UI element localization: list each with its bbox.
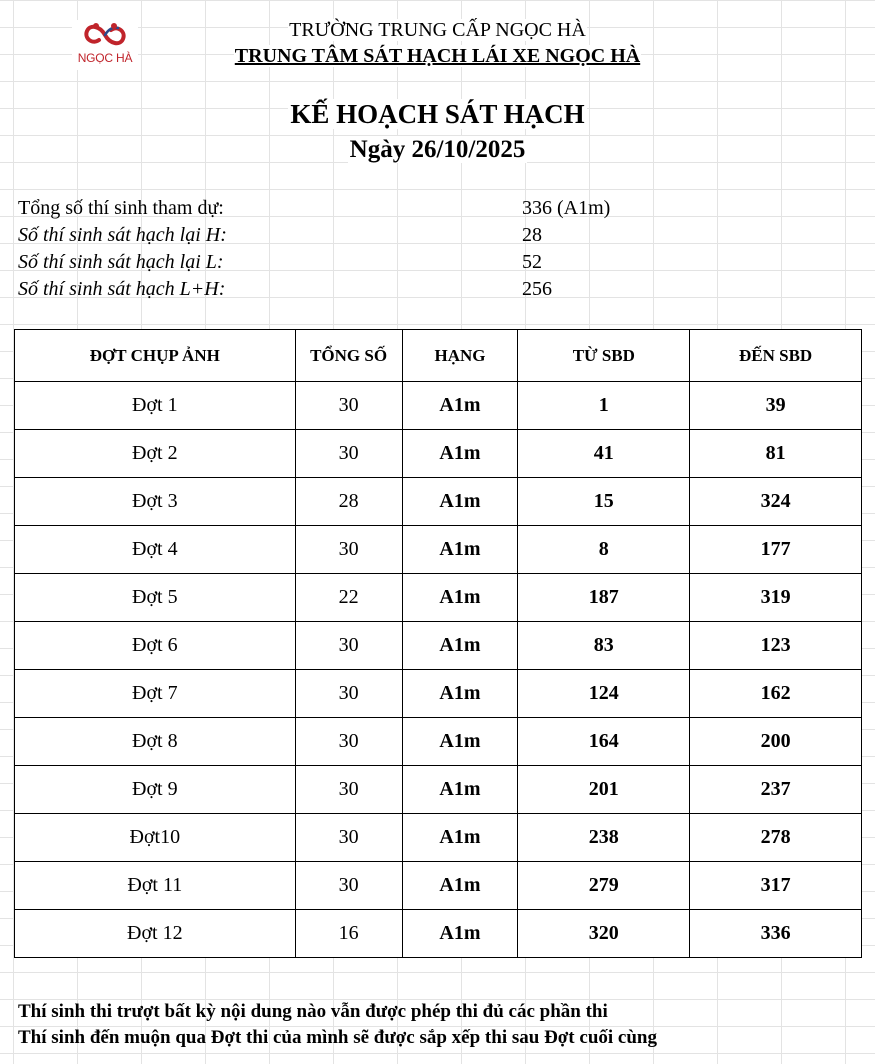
exam-date: Ngày 26/10/2025 [349,136,526,163]
class-cell: A1m [402,670,518,718]
from-sbd-cell: 279 [518,862,690,910]
class-cell: A1m [402,478,518,526]
total-cell: 30 [295,622,402,670]
table-row [15,382,862,430]
to-sbd-cell: 177 [690,526,862,574]
table-row [15,862,862,910]
class-cell: A1m [402,910,518,958]
total-cell: 30 [295,814,402,862]
stat-label: Số thí sinh sát hạch lại L: [18,251,224,273]
batch-cell: Đợt 11 [15,862,296,910]
batch-cell: Đợt 12 [15,910,296,958]
batch-cell: Đợt 8 [15,718,296,766]
page-title: KẾ HOẠCH SÁT HẠCH [290,99,585,129]
to-sbd-cell: 324 [690,478,862,526]
to-sbd-cell: 162 [690,670,862,718]
table-header-row [15,330,862,382]
from-sbd-cell: 238 [518,814,690,862]
from-sbd-cell: 1 [518,382,690,430]
total-cell: 30 [295,526,402,574]
total-cell: 22 [295,574,402,622]
to-sbd-cell: 237 [690,766,862,814]
stat-value: 28 [522,224,542,246]
center-name: TRUNG TÂM SÁT HẠCH LÁI XE NGỌC HÀ [234,45,641,67]
note-failed: Thí sinh thi trượt bất kỳ nội dung nào vẫn được phép thi đủ các phần thi [18,1001,608,1022]
class-cell: A1m [402,718,518,766]
to-sbd-cell: 317 [690,862,862,910]
col-header-total: TỔNG SỐ [295,330,402,382]
batch-cell: Đợt 6 [15,622,296,670]
stat-value: 52 [522,251,542,273]
total-cell: 30 [295,718,402,766]
note-late: Thí sinh đến muộn qua Đợt thi của mình sẽ được sắp xếp thi sau Đợt cuối cùng [18,1027,657,1048]
col-header-from: TỪ SBD [518,330,690,382]
table-row [15,526,862,574]
class-cell: A1m [402,622,518,670]
table-row [15,910,862,958]
stat-label: Số thí sinh sát hạch lại H: [18,224,227,246]
col-header-to: ĐẾN SBD [690,330,862,382]
total-cell: 28 [295,478,402,526]
batch-cell: Đợt 7 [15,670,296,718]
total-cell: 30 [295,430,402,478]
class-cell: A1m [402,430,518,478]
from-sbd-cell: 164 [518,718,690,766]
total-cell: 30 [295,670,402,718]
batch-cell: Đợt 3 [15,478,296,526]
stat-value: 256 [522,278,552,300]
table-row [15,622,862,670]
class-cell: A1m [402,574,518,622]
to-sbd-cell: 39 [690,382,862,430]
logo-text: NGỌC HÀ [77,51,133,65]
class-cell: A1m [402,526,518,574]
col-header-batch: ĐỢT CHỤP ẢNH [15,330,296,382]
batch-cell: Đợt 9 [15,766,296,814]
stat-label: Số thí sinh sát hạch L+H: [18,278,226,300]
table-row [15,670,862,718]
total-cell: 30 [295,382,402,430]
batch-cell: Đợt 5 [15,574,296,622]
total-cell: 30 [295,862,402,910]
col-header-class: HẠNG [402,330,518,382]
class-cell: A1m [402,382,518,430]
table-row [15,574,862,622]
from-sbd-cell: 201 [518,766,690,814]
class-cell: A1m [402,766,518,814]
from-sbd-cell: 320 [518,910,690,958]
from-sbd-cell: 41 [518,430,690,478]
to-sbd-cell: 200 [690,718,862,766]
from-sbd-cell: 15 [518,478,690,526]
table-row [15,718,862,766]
school-name: TRƯỜNG TRUNG CẤP NGỌC HÀ [289,19,586,41]
schedule-table [14,329,862,958]
to-sbd-cell: 123 [690,622,862,670]
batch-cell: Đợt 4 [15,526,296,574]
table-row [15,478,862,526]
to-sbd-cell: 278 [690,814,862,862]
table-row [15,766,862,814]
class-cell: A1m [402,862,518,910]
total-cell: 16 [295,910,402,958]
batch-cell: Đợt 2 [15,430,296,478]
table-row [15,430,862,478]
from-sbd-cell: 8 [518,526,690,574]
batch-cell: Đợt 1 [15,382,296,430]
class-cell: A1m [402,814,518,862]
from-sbd-cell: 83 [518,622,690,670]
batch-cell: Đợt10 [15,814,296,862]
total-cell: 30 [295,766,402,814]
table-row [15,814,862,862]
from-sbd-cell: 187 [518,574,690,622]
to-sbd-cell: 319 [690,574,862,622]
to-sbd-cell: 336 [690,910,862,958]
stat-label: Tổng số thí sinh tham dự: [18,197,224,219]
stat-value: 336 (A1m) [522,197,611,219]
to-sbd-cell: 81 [690,430,862,478]
from-sbd-cell: 124 [518,670,690,718]
